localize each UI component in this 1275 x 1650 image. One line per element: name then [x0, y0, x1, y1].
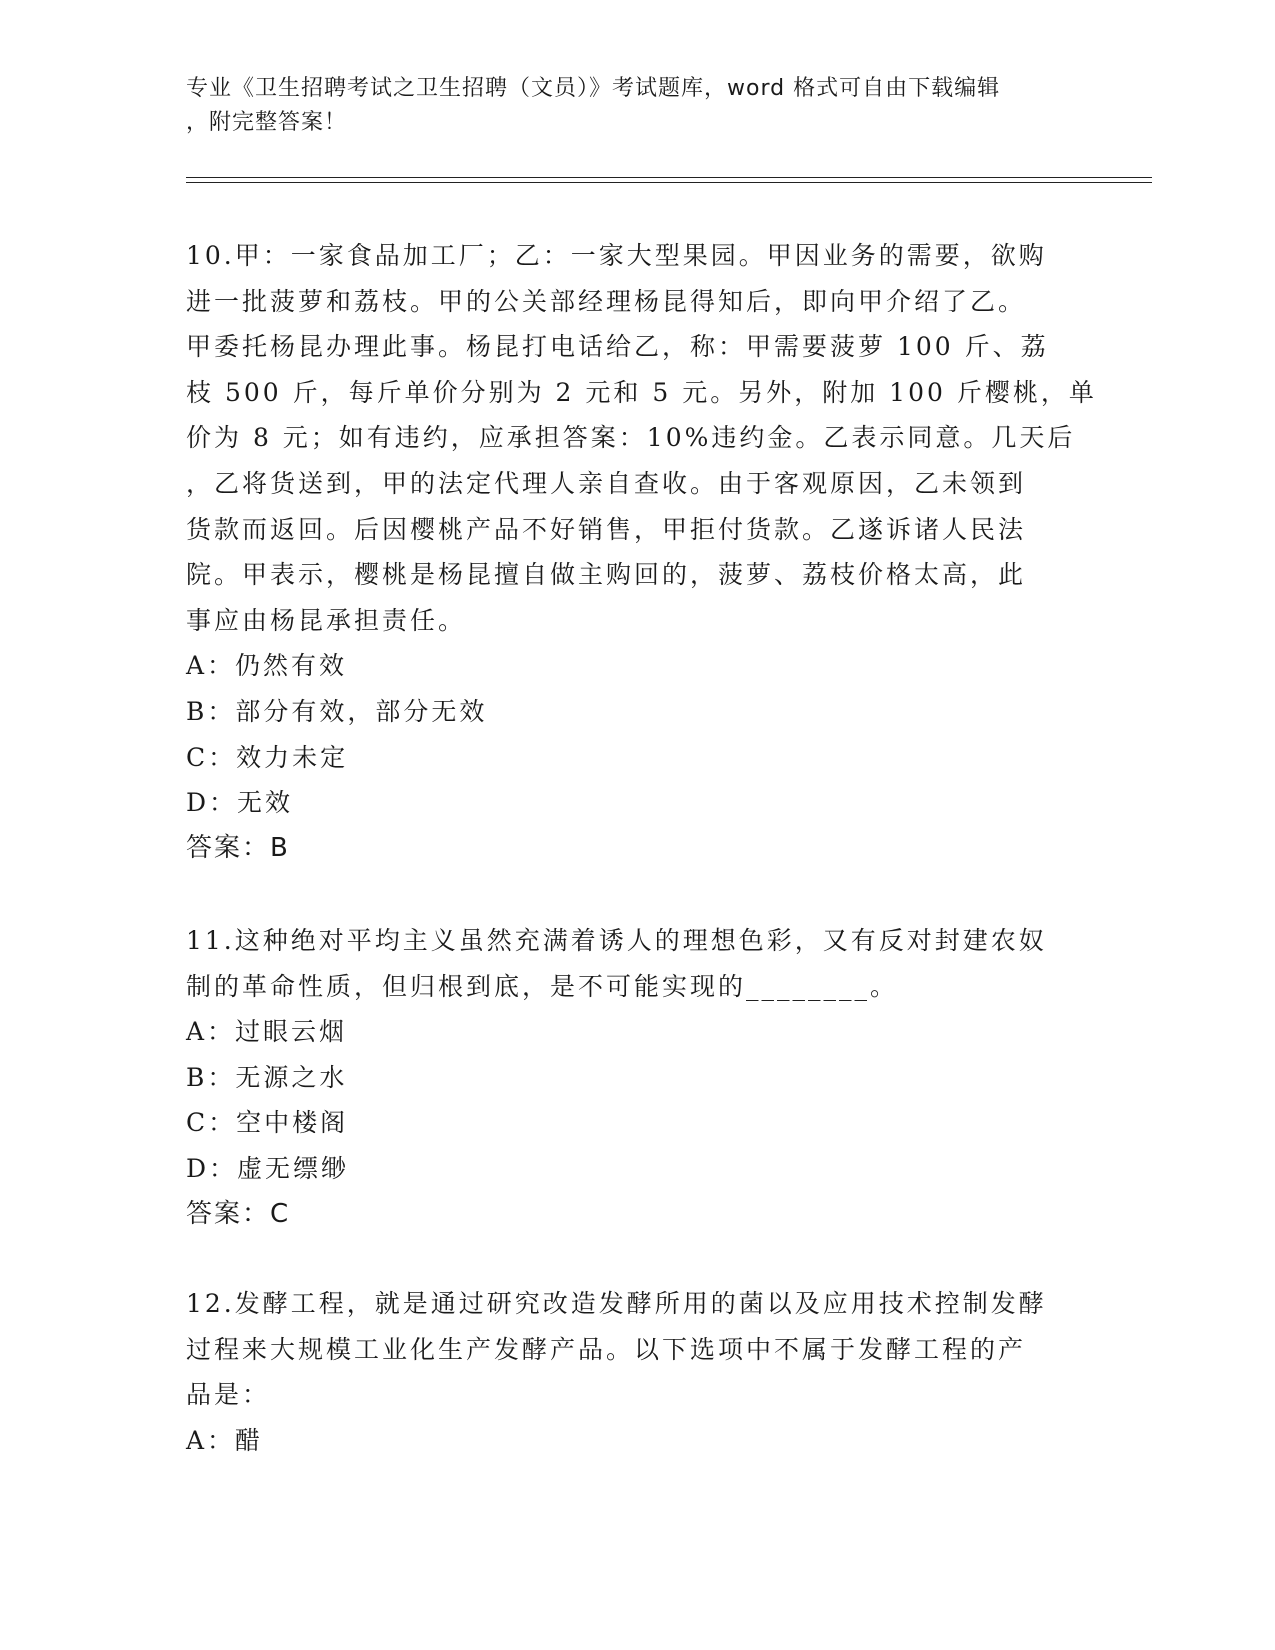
question-stem — [186, 1281, 1086, 1418]
option-list — [186, 1418, 1086, 1464]
question-11 — [186, 918, 1086, 1237]
option-b: B：部分有效，部分无效 — [186, 696, 488, 726]
question-stem — [186, 918, 1086, 1009]
answer-label: 答案：C — [186, 1198, 291, 1229]
option-d: D：无效 — [186, 788, 294, 818]
question-line: 枝 500 斤，每斤单价分别为 2 元和 5 元。另外，附加 100 斤樱桃，单 — [186, 377, 1097, 407]
question-line: 价为 8 元；如有违约，应承担答案：10%违约金。乙表示同意。几天后 — [186, 423, 1076, 453]
option-d: D：虚无缥缈 — [186, 1153, 350, 1183]
option-c: C：空中楼阁 — [186, 1108, 349, 1138]
option-list — [186, 1009, 1086, 1191]
question-line: 事应由杨昆承担责任。 — [186, 605, 467, 635]
option-list — [186, 643, 1086, 825]
question-line: 12.发酵工程，就是通过研究改造发酵所用的菌以及应用技术控制发酵 — [186, 1289, 1047, 1318]
question-line: 过程来大规模工业化生产发酵产品。以下选项中不属于发酵工程的产 — [186, 1334, 1027, 1364]
question-line: 院。甲表示，樱桃是杨昆擅自做主购回的，菠萝、荔枝价格太高，此 — [186, 560, 1027, 590]
header-divider-bottom — [186, 182, 1152, 183]
header-divider-top — [186, 177, 1152, 178]
document-header — [186, 72, 1066, 140]
question-10 — [186, 233, 1097, 871]
header-line-1: 专业《卫生招聘考试之卫生招聘（文员）》考试题库，word 格式可自由下载编辑 — [186, 76, 1001, 101]
option-b: B：无源之水 — [186, 1062, 348, 1092]
question-line: 11.这种绝对平均主义虽然充满着诱人的理想色彩，又有反对封建农奴 — [186, 926, 1047, 955]
question-line: 10.甲：一家食品加工厂；乙：一家大型果园。甲因业务的需要，欲购 — [186, 241, 1047, 270]
question-stem — [186, 233, 1097, 643]
question-line: 货款而返回。后因樱桃产品不好销售，甲拒付货款。乙遂诉诸人民法 — [186, 514, 1027, 544]
answer-label: 答案：B — [186, 832, 290, 863]
question-line: ，乙将货送到，甲的法定代理人亲自查收。由于客观原因，乙未领到 — [186, 468, 1027, 498]
option-c: C：效力未定 — [186, 742, 349, 772]
option-a: A：过眼云烟 — [186, 1017, 348, 1047]
header-line-2: ，附完整答案！ — [186, 110, 348, 135]
question-line: 进一批菠萝和荔枝。甲的公关部经理杨昆得知后，即向甲介绍了乙。 — [186, 286, 1027, 316]
option-a: A：醋 — [186, 1425, 264, 1455]
question-line: 甲委托杨昆办理此事。杨昆打电话给乙，称：甲需要菠萝 100 斤、荔 — [186, 332, 1049, 362]
question-line: 制的革命性质，但归根到底，是不可能实现的________。 — [186, 971, 899, 1001]
option-a: A：仍然有效 — [186, 651, 348, 681]
question-12 — [186, 1281, 1086, 1463]
question-line: 品是： — [186, 1380, 271, 1410]
